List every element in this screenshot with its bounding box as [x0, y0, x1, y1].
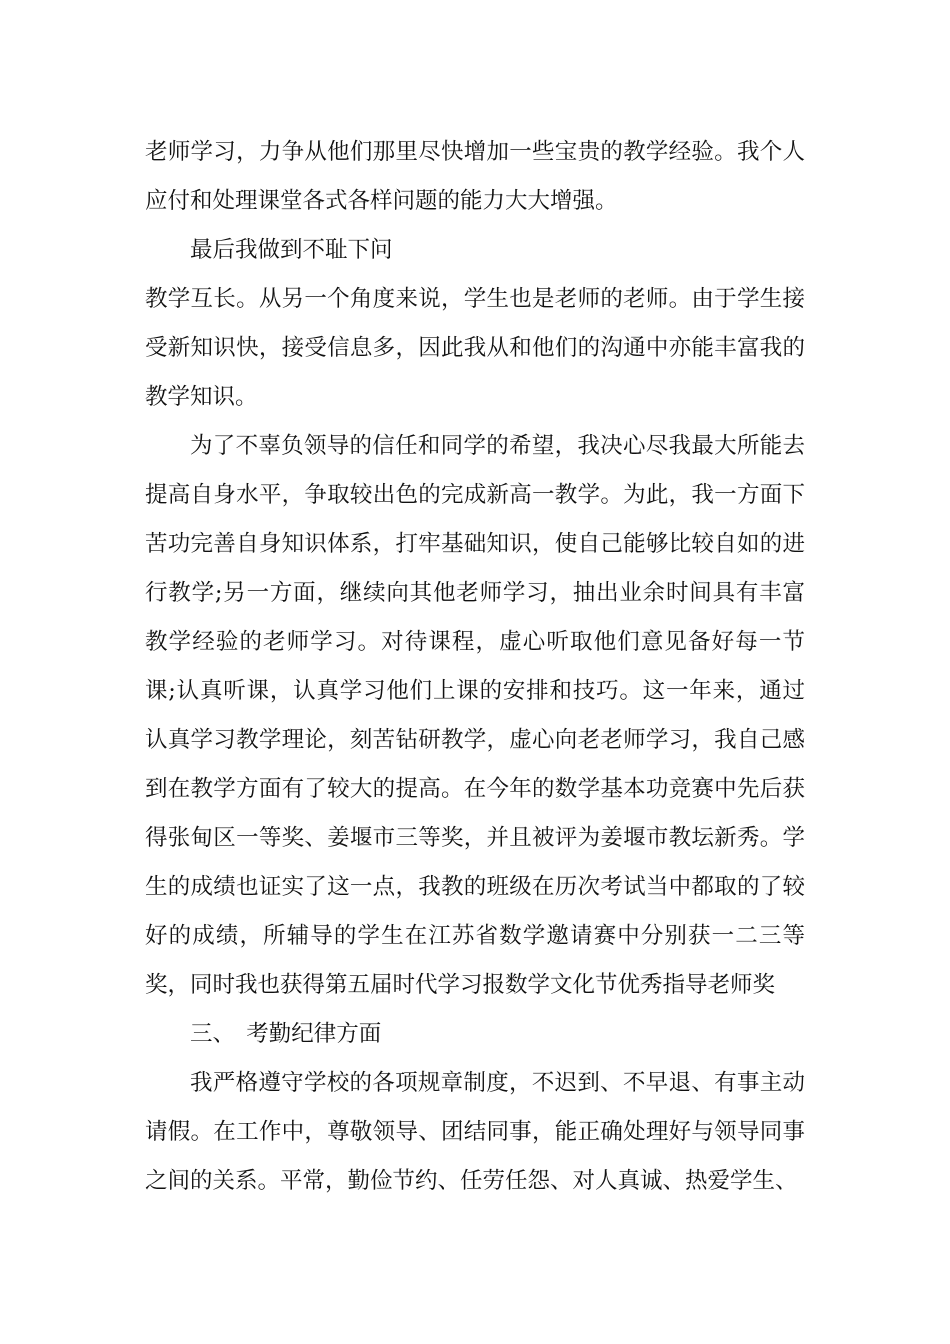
document-body — [145, 128, 805, 1206]
paragraph-1: 老师学习，力争从他们那里尽快增加一些宝贵的教学经验。我个人应付和处理课堂各式各样问题的能力大大增强。 — [145, 139, 805, 214]
section-heading-attendance: 三、 考勤纪律方面 — [190, 1021, 382, 1047]
paragraph-4: 为了不辜负领导的信任和同学的希望，我决心尽我最大所能去提高自身水平，争取较出色的完成新高一教学。为此，我一方面下苦功完善自身知识体系，打牢基础知识，使自己能够比较自如的进行教学;另一方面，继续向其他老师学习，抽出业余时间具有丰富教学经验的老师学习。对待课程，虚心听取他们意见备好每一节课;认真听课，认真学习他们上课的安排和技巧。这一年来，通过认真学习教学理论，刻苦钻研教学，虚心向老老师学习，我自己感到在教学方面有了较大的提高。在今年的数学基本功竞赛中先后获得张甸区一等奖、姜堰市三等奖，并且被评为姜堰市教坛新秀。学生的成绩也证实了这一点，我教的班级在历次考试当中都取的了较好的成绩，所辅导的学生在江苏省数学邀请赛中分别获一二三等奖，同时我也获得第五届时代学习报数学文化节优秀指导老师奖 — [145, 433, 805, 998]
paragraph-3: 教学互长。从另一个角度来说，学生也是老师的老师。由于学生接受新知识快，接受信息多，因此我从和他们的沟通中亦能丰富我的教学知识。 — [145, 286, 805, 410]
paragraph-2: 最后我做到不耻下问 — [190, 237, 393, 263]
paragraph-6: 我严格遵守学校的各项规章制度，不迟到、不早退、有事主动请假。在工作中，尊敬领导、团结同事，能正确处理好与领导同事之间的关系。平常，勤俭节约、任劳任怨、对人真诚、热爱学生、 — [145, 1070, 805, 1194]
